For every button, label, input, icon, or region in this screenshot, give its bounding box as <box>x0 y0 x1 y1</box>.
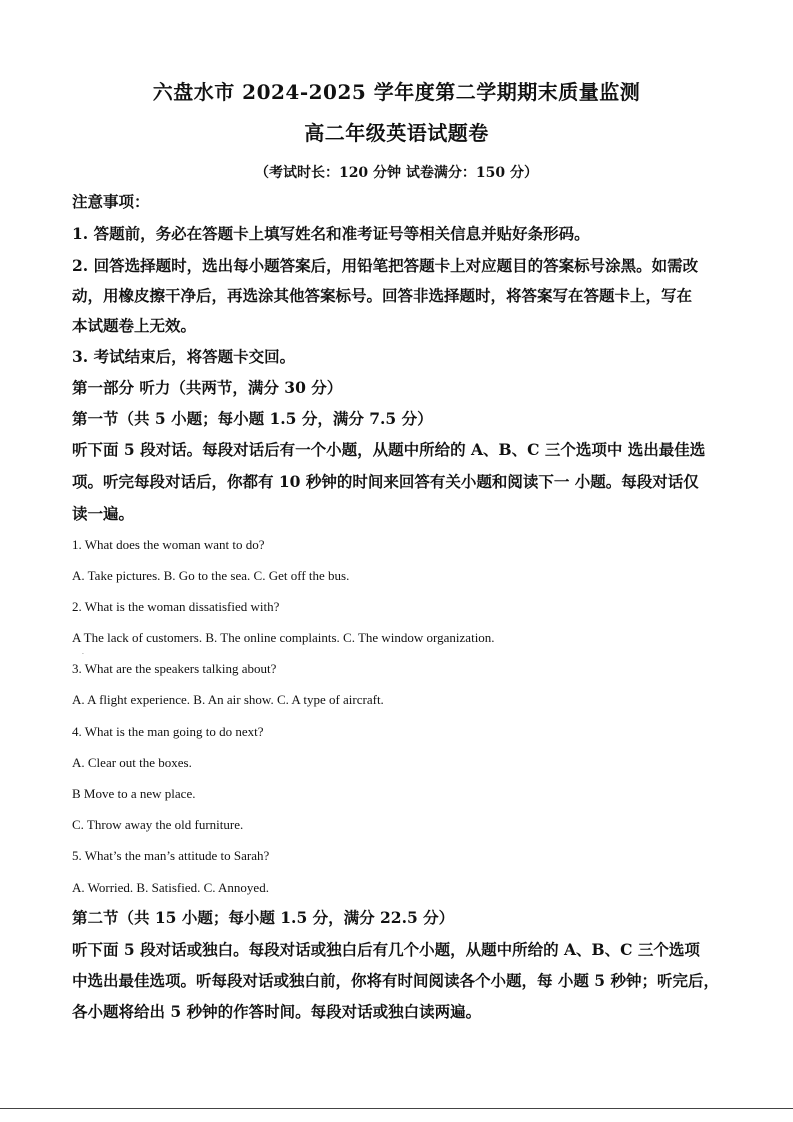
part-1-heading: 第一部分 听力（共两节，满分 30 分） <box>72 378 343 397</box>
question-4-option-a: A. Clear out the boxes. <box>72 755 192 770</box>
stray-dot-mark: · <box>82 651 84 658</box>
note-item-3: 3. 考试结束后，将答题卡交回。 <box>72 347 296 366</box>
exam-title: 六盘水市 2024-2025 学年度第二学期期末质量监测 <box>152 80 641 104</box>
question-4-option-b: B Move to a new place. <box>72 786 196 801</box>
question-3: 3. What are the speakers talking about? <box>72 661 277 676</box>
page-bottom-rule <box>0 1108 793 1109</box>
note-item-2-line-1: 2. 回答选择题时，选出每小题答案后，用铅笔把答题卡上对应题目的答案标号涂黑。如需改 <box>72 256 699 275</box>
question-3-options: A. A flight experience. B. An air show. C. A type of aircraft. <box>72 692 384 707</box>
question-4-option-c: C. Throw away the old furniture. <box>72 817 244 832</box>
section-1-instructions-line-2: 项。听完每段对话后，你都有 10 秒钟的时间来回答有关小题和阅读下一 小题。每段对话仅 <box>72 472 699 491</box>
note-item-1: 1. 答题前，务必在答题卡上填写姓名和准考证号等相关信息并贴好条形码。 <box>72 224 590 243</box>
note-item-2-line-3: 本试题卷上无效。 <box>72 316 197 335</box>
section-1-instructions-line-3: 读一遍。 <box>72 504 135 523</box>
section-1-instructions-line-1: 听下面 5 段对话。每段对话后有一个小题，从题中所给的 A、B、C 三个选项中 选出最佳选 <box>72 440 706 459</box>
question-1: 1. What does the woman want to do? <box>72 537 265 552</box>
question-5-options: A. Worried. B. Satisfied. C. Annoyed. <box>72 880 269 895</box>
question-2: 2. What is the woman dissatisfied with? <box>72 599 280 614</box>
question-5: 5. What’s the man’s attitude to Sarah? <box>72 848 270 863</box>
question-1-options: A. Take pictures. B. Go to the sea. C. Get off the bus. <box>72 568 350 583</box>
section-2-heading: 第二节（共 15 小题；每小题 1.5 分，满分 22.5 分） <box>72 908 455 927</box>
exam-duration-info: （考试时长：120 分钟 试卷满分：150 分） <box>254 165 539 181</box>
section-1-heading: 第一节（共 5 小题；每小题 1.5 分，满分 7.5 分） <box>72 409 433 428</box>
section-2-instructions-line-2: 中选出最佳选项。听每段对话或独白前，你将有时间阅读各个小题，每 小题 5 秒钟；听完后， <box>72 971 719 990</box>
question-2-options: A The lack of customers. B. The online complaints. C. The window organization. <box>72 630 495 645</box>
section-2-instructions-line-3: 各小题将给出 5 秒钟的作答时间。每段对话或独白读两遍。 <box>72 1002 482 1021</box>
question-4: 4. What is the man going to do next? <box>72 724 264 739</box>
notes-heading: 注意事项： <box>72 192 150 211</box>
exam-subtitle: 高二年级英语试题卷 <box>304 121 489 145</box>
section-2-instructions-line-1: 听下面 5 段对话或独白。每段对话或独白后有几个小题，从题中所给的 A、B、C 三个选项 <box>72 940 700 959</box>
note-item-2-line-2: 动，用橡皮擦干净后，再选涂其他答案标号。回答非选择题时，将答案写在答题卡上，写在 <box>72 286 693 305</box>
